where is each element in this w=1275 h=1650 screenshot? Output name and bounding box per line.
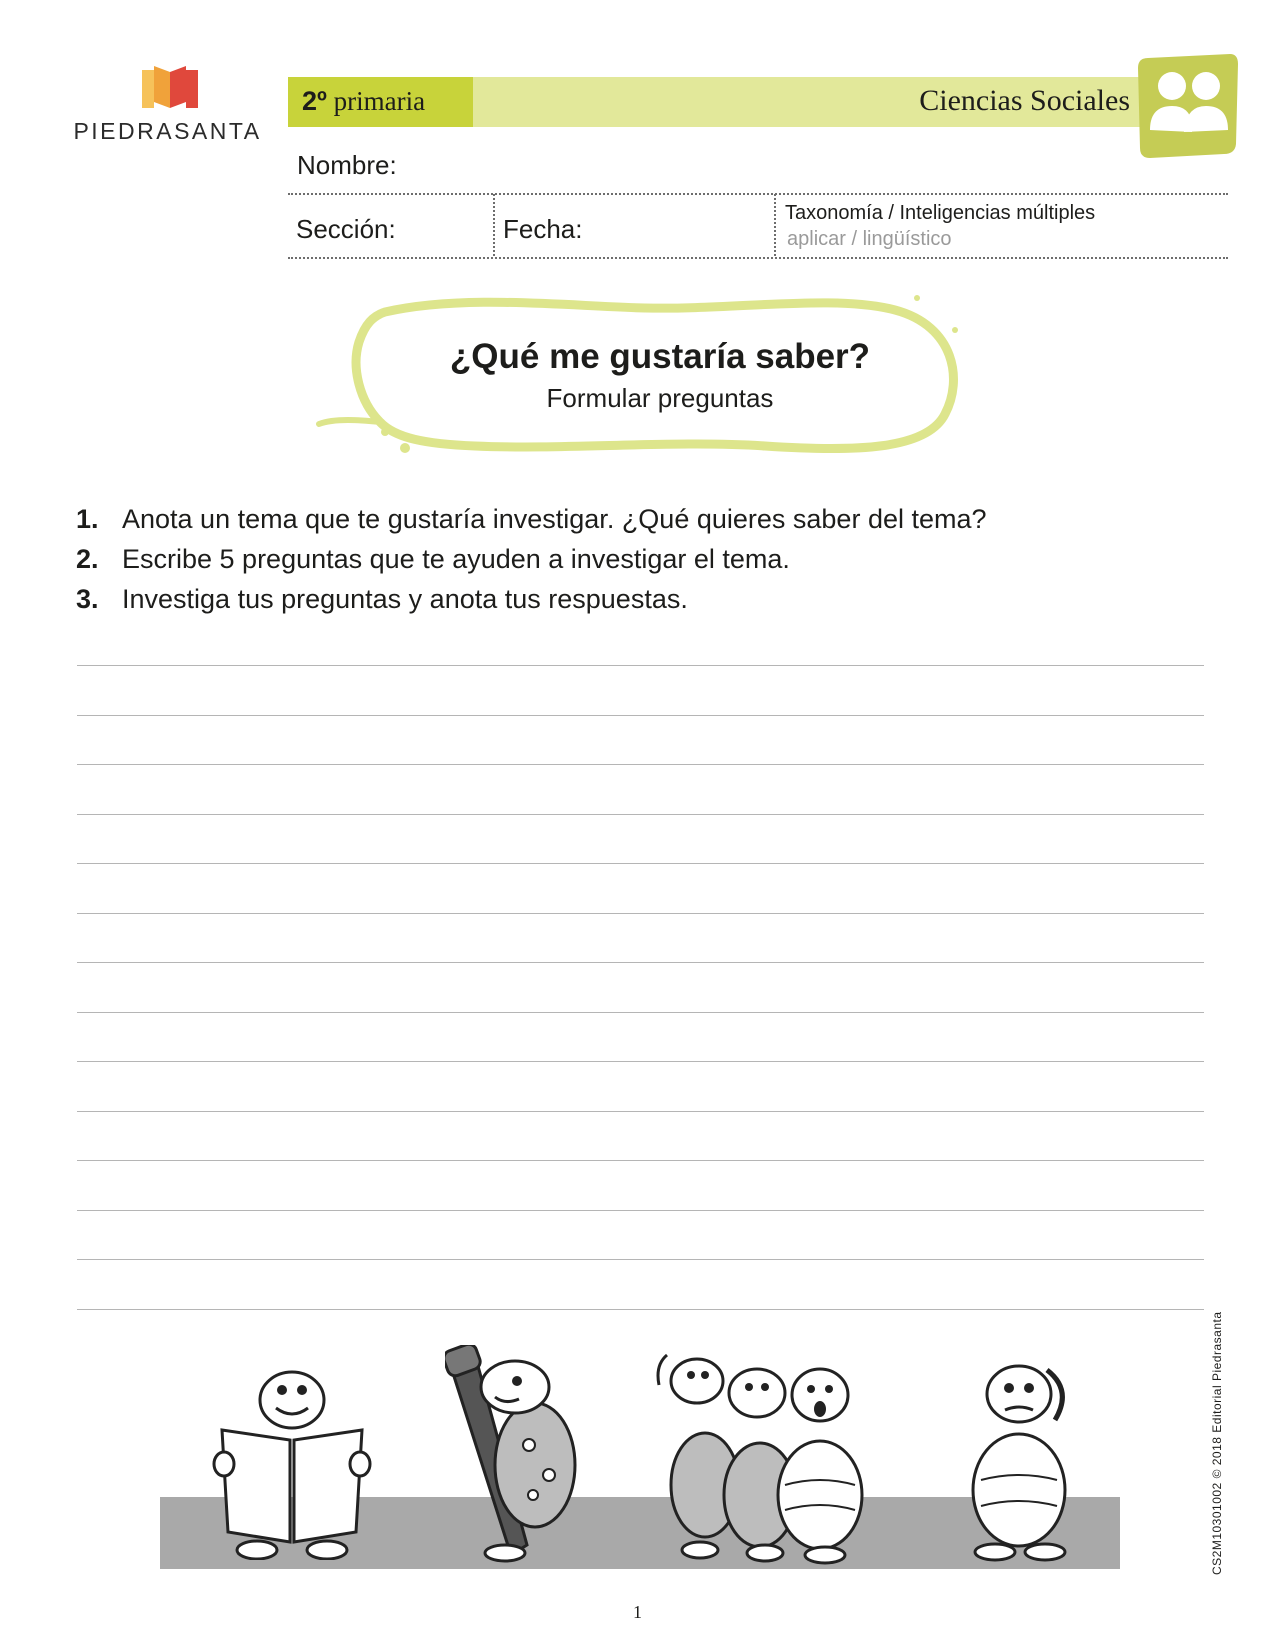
people-icon — [1138, 54, 1238, 158]
speech-bubble-icon — [315, 290, 965, 470]
book-logo-icon — [140, 62, 200, 110]
section-date-line[interactable] — [288, 257, 1228, 259]
grade-number: 2º — [302, 86, 327, 116]
date-label: Fecha: — [503, 214, 583, 244]
grade-word: primaria — [333, 86, 426, 116]
writing-line[interactable] — [77, 1259, 1204, 1260]
turtle-with-pencil-icon — [445, 1345, 585, 1565]
instruction-text: Investiga tus preguntas y anota tus respuestas. — [122, 584, 688, 614]
writing-line[interactable] — [77, 1111, 1204, 1112]
turtle-reading-icon — [212, 1360, 372, 1560]
writing-line[interactable] — [77, 962, 1204, 963]
name-label: Nombre: — [297, 150, 397, 180]
turtle-group-icon — [655, 1345, 905, 1565]
subject-title: Ciencias Sociales — [919, 84, 1130, 117]
instruction-item — [76, 544, 790, 575]
piedrasanta-logo — [65, 60, 270, 150]
instruction-item — [76, 504, 987, 535]
activity-subtitle: Formular preguntas — [546, 383, 774, 413]
writing-line[interactable] — [77, 1210, 1204, 1211]
section-label: Sección: — [296, 214, 396, 244]
brand-name: PIEDRASANTA — [73, 118, 262, 144]
writing-line[interactable] — [77, 665, 1204, 666]
writing-line[interactable] — [77, 1012, 1204, 1013]
divider — [774, 194, 776, 256]
writing-line[interactable] — [77, 1160, 1204, 1161]
copyright-note: CS2M10301002 © 2018 Editorial Piedrasanta — [1210, 1311, 1224, 1575]
instruction-number: 1. — [76, 504, 99, 534]
writing-line[interactable] — [77, 715, 1204, 716]
writing-line[interactable] — [77, 1309, 1204, 1310]
instruction-number: 2. — [76, 544, 99, 574]
instruction-text: Escribe 5 preguntas que te ayuden a investigar el tema. — [122, 544, 790, 574]
turtle-thinking-icon — [955, 1350, 1085, 1565]
writing-line[interactable] — [77, 814, 1204, 815]
writing-line[interactable] — [77, 764, 1204, 765]
instruction-number: 3. — [76, 584, 99, 614]
writing-line[interactable] — [77, 913, 1204, 914]
instruction-text: Anota un tema que te gustaría investigar. ¿Qué quieres saber del tema? — [122, 504, 987, 534]
page-number: 1 — [633, 1602, 642, 1622]
taxonomy-title: Taxonomía / Inteligencias múltiples — [785, 202, 1096, 224]
writing-line[interactable] — [77, 1061, 1204, 1062]
name-line[interactable] — [288, 193, 1228, 195]
divider — [493, 194, 495, 256]
activity-title: ¿Qué me gustaría saber? — [449, 337, 871, 376]
grade-label — [302, 86, 425, 117]
instruction-item — [76, 584, 688, 615]
taxonomy-value: aplicar / lingüístico — [787, 228, 952, 250]
writing-line[interactable] — [77, 863, 1204, 864]
